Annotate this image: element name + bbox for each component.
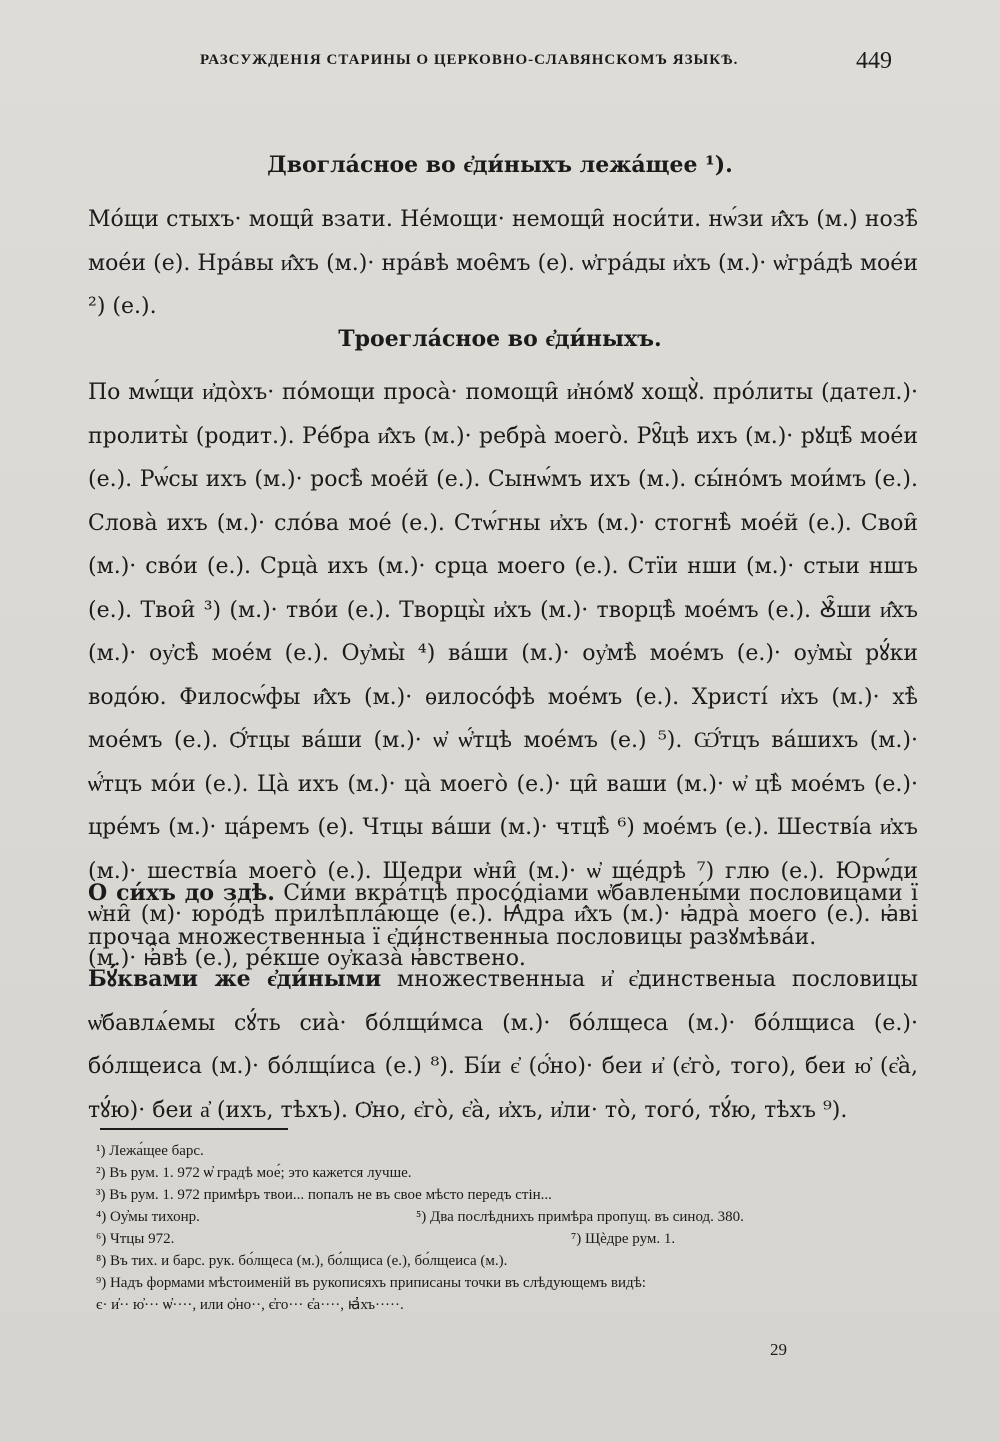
paragraph-summary-lead: О си́хъ до здѣ. bbox=[88, 880, 275, 906]
footnote bbox=[96, 1250, 926, 1272]
page-number: 449 bbox=[856, 48, 892, 74]
footnote-text: ³) Въ рум. 1. 972 примѣръ твои... попалъ не въ свое мѣсто передъ стін... bbox=[96, 1187, 552, 1203]
footnotes bbox=[96, 1140, 926, 1316]
paragraph-letters-lead: Бꙋ́квами же є҆ди́ными bbox=[88, 966, 382, 992]
section-heading-triphthong: Троегла́сное во є҆ди́ныхъ. bbox=[338, 326, 662, 352]
footnote-text: ⁸) Въ тих. и барс. рук. бо́лщеса (м.), бо́лщиса (е.), бо́лщеиса (м.). bbox=[96, 1253, 508, 1269]
footnote bbox=[96, 1206, 926, 1228]
footnote-text: ⁵) Два послѣднихъ примѣра пропущ. въ синод. 380. bbox=[416, 1209, 744, 1225]
footnote-text: є· и҆·· ю҆··· ѡ҆····, или ѻ҆но··, є҆го··· є҆а····, ꙗ҆хъ·····. bbox=[96, 1297, 404, 1313]
running-title: РАЗСУЖДЕНІЯ СТАРИНЫ О ЦЕРКОВНО-СЛАВЯНСКОМЪ ЯЗЫКѢ. bbox=[200, 52, 739, 68]
paragraph-triphthong: По мѡ́щи и҆до̀хъ· по́мощи проса̀· помощи̑ и҆но́мꙋ хощꙋ̀. про́литы (дател.)· пролиты̀ (родит.). Ре́бра и҆̑хъ (м.)· ребра̀ моего̀. Рꙋ̑цѣ ихъ (м.)· рꙋцѣ̑ мое́и (е.). Рѡ́сы ихъ (м.)· росѣ̀ мое́й (е.). Сынѡ́мъ ихъ (м.). сы́но́мъ мои́мъ (е.). Слова̀ ихъ (м.)· сло́ва мое́ (е.). Стѡ́гны и҆хъ (м.)· стогнѣ̀ мое́й (е.). Свои̑ (м.)· сво́и (е.). Срца̀ ихъ (м.)· срца моего (е.). Стїи нши (м.)· стыи ншъ (е.). Твои̑ ³) (м.)· тво́и (е.). Творцы̀ и҆хъ (м.)· творцѣ̀ мое́мъ (е.). Ꙋ҆̑ши и҆̑хъ (м.)· оу҆сѣ̀ мое́м (е.). Оу҆мы̀ ⁴) ва́ши (м.)· оу҆мѣ̀ мое́мъ (е.)· оу҆мы̀ рꙋ́ки водо́ю. Филосѡ́фы и҆̑хъ (м.)· ѳилосо́фѣ мое́мъ (е.). Христі́ и҆хъ (м.)· хѣ̀ мое́мъ (е.). Ѻ҆́тцы ва́ши (м.)· ѡ҆ ѡ҆́тцѣ мое́мъ (е.) ⁵). Ѡ҆́тцъ ва́шихъ (м.)· ѡ҆́тцъ мо́и (е.). Ца̀ ихъ (м.)· ца̀ моего̀ (е.)· ци̑ ваши (м.)· ѡ҆ цѣ̀ мое́мъ (е.)· цре́мъ (м.)· ца́ремъ (е). Чтцы ва́ши (м.)· чтцѣ̀ ⁶) мое́мъ (е.). Шестві́а и҆хъ (м.)· шестві́а моего̀ (е.). Щедри ѡ҆ни̑ (м.)· ѡ҆ ще́дрѣ ⁷) глю (е.). Юрѡ́ди ѡ҆ни̑ (м)· юро́дѣ прилѣпла́юще (е.). Ꙗ҆̑дра и҆̑хъ (м.)· ꙗ҆дра̀ моего (е.). ꙗ҆ві (м.)· ꙗ҆̑вѣ (е.), ре́кше оу҆каза̀ ꙗ҆́вствено. bbox=[88, 380, 918, 971]
paragraph-summary bbox=[88, 872, 918, 959]
footnote-text: ¹) Лежа́щее барс. bbox=[96, 1143, 204, 1159]
footnote bbox=[96, 1184, 926, 1206]
paragraph-letters bbox=[88, 958, 918, 1132]
footnote bbox=[96, 1162, 926, 1184]
footnote bbox=[96, 1228, 926, 1250]
footnote-text: ⁷) Щѐдре рум. 1. bbox=[571, 1231, 676, 1247]
paragraph-summary-text: Си́ми вкра́тцѣ просо́діами ѡ҆бавлены́ми пословицами ї прочаа множественныа ї є҆ди́нственныа пословицы разꙋмѣва́и. bbox=[88, 881, 919, 950]
paragraph-letters-text: множественныа и҆ є҆динственыа пословицы ѡ҆бавлѧ́емы сꙋ́ть сиа̀· бо́лщи́мса (м.)· бо́лщеса (м.)· бо́лщиса (е.)· бо́лщеиса (м.)· бо́лщі́иса (е.) ⁸). Бі́и є҆ (ѻ҆́но)· беи и҆ (є҆го̀, того), беи ю҆ (є҆а̀, тꙋ́ю)· беи а҆ (ихъ, тѣхъ). Ѻ҆но, є҆го̀, є҆а̀, и҆хъ, и҆ли· то̀, того́, тꙋ́ю, тѣхъ ⁹). bbox=[88, 967, 918, 1123]
footnote-divider bbox=[100, 1128, 288, 1130]
footnote-text: ⁴) Оу҆мы тихонр. bbox=[96, 1209, 200, 1225]
section-heading-diphthong: Двогла́сное во є҆ди́ныхъ лежа́щее ¹). bbox=[267, 152, 733, 178]
paragraph-diphthong: Мо́щи стыхъ· мощи̑ взати. Не́мощи· немощи̑ носи́ти. нѡ́зи и҆̑хъ (м.) нозѣ̑ мое́и (е). Нра́вы и҆̑хъ (м.)· нра́вѣ мое̑мъ (е). ѡ҆гра́ды и҆хъ (м.)· ѡ҆гра́дѣ мое́и ²) (е.). bbox=[88, 207, 918, 319]
footnote-text: ⁶) Чтцы 972. bbox=[96, 1231, 175, 1247]
footnote bbox=[96, 1140, 926, 1162]
footnote bbox=[96, 1294, 926, 1316]
footnote bbox=[96, 1272, 926, 1294]
footnote-text: ⁹) Надъ формами мѣстоименій въ рукописяхъ приписаны точки въ слѣдующемъ видѣ: bbox=[96, 1275, 646, 1291]
footnote-text: ²) Въ рум. 1. 972 ѡ҆ градѣ мое́; это кажется лучше. bbox=[96, 1165, 412, 1181]
sheet-number: 29 bbox=[770, 1340, 787, 1359]
